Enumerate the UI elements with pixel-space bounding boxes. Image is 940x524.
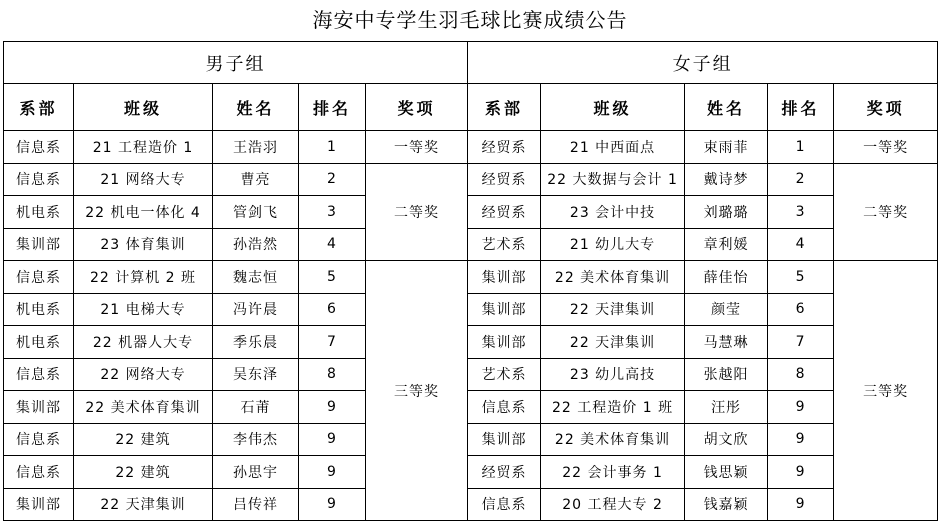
female-dept-cell: 集训部 bbox=[468, 423, 541, 456]
table-row bbox=[4, 196, 938, 229]
female-rank-cell: 9 bbox=[768, 488, 834, 521]
male-name-cell: 吴东泽 bbox=[213, 358, 299, 391]
male-class-cell: 22 网络大专 bbox=[74, 358, 213, 391]
male-class-cell: 21 电梯大专 bbox=[74, 293, 213, 326]
female-rank-cell: 5 bbox=[768, 261, 834, 294]
female-name-cell: 颜莹 bbox=[685, 293, 768, 326]
male-class-cell: 22 机器人大专 bbox=[74, 326, 213, 359]
female-header-rank: 排名 bbox=[768, 84, 834, 131]
male-award-cell: 一等奖 bbox=[366, 131, 468, 164]
male-group-header: 男子组 bbox=[4, 42, 468, 84]
female-award-cell: 一等奖 bbox=[834, 131, 938, 164]
female-name-cell: 钱思颖 bbox=[685, 456, 768, 489]
male-award-cell: 二等奖 bbox=[366, 163, 468, 261]
female-dept-cell: 集训部 bbox=[468, 293, 541, 326]
female-name-cell: 戴诗梦 bbox=[685, 163, 768, 196]
female-rank-cell: 3 bbox=[768, 196, 834, 229]
female-rank-cell: 7 bbox=[768, 326, 834, 359]
male-rank-cell: 9 bbox=[299, 488, 366, 521]
table-row bbox=[4, 488, 938, 521]
male-name-cell: 王浩羽 bbox=[213, 131, 299, 164]
male-header-dept: 系部 bbox=[4, 84, 74, 131]
male-dept-cell: 集训部 bbox=[4, 391, 74, 424]
male-name-cell: 曹亮 bbox=[213, 163, 299, 196]
female-group-header: 女子组 bbox=[468, 42, 938, 84]
table-row bbox=[4, 326, 938, 359]
male-class-cell: 22 建筑 bbox=[74, 423, 213, 456]
female-name-cell: 钱嘉颖 bbox=[685, 488, 768, 521]
table-row bbox=[4, 423, 938, 456]
female-dept-cell: 经贸系 bbox=[468, 196, 541, 229]
table-row bbox=[4, 131, 938, 164]
male-header-name: 姓名 bbox=[213, 84, 299, 131]
female-class-cell: 22 工程造价 1 班 bbox=[541, 391, 685, 424]
male-dept-cell: 信息系 bbox=[4, 456, 74, 489]
male-class-cell: 22 建筑 bbox=[74, 456, 213, 489]
male-rank-cell: 8 bbox=[299, 358, 366, 391]
female-class-cell: 22 美术体育集训 bbox=[541, 261, 685, 294]
male-class-cell: 22 机电一体化 4 bbox=[74, 196, 213, 229]
female-class-cell: 22 大数据与会计 1 bbox=[541, 163, 685, 196]
male-rank-cell: 9 bbox=[299, 391, 366, 424]
table-row bbox=[4, 358, 938, 391]
female-name-cell: 薛佳怡 bbox=[685, 261, 768, 294]
female-name-cell: 刘璐璐 bbox=[685, 196, 768, 229]
female-class-cell: 20 工程大专 2 bbox=[541, 488, 685, 521]
male-rank-cell: 2 bbox=[299, 163, 366, 196]
male-class-cell: 23 体育集训 bbox=[74, 228, 213, 261]
male-name-cell: 冯许晨 bbox=[213, 293, 299, 326]
table-row bbox=[4, 293, 938, 326]
female-header-class: 班级 bbox=[541, 84, 685, 131]
male-award-cell: 三等奖 bbox=[366, 261, 468, 521]
male-class-cell: 22 天津集训 bbox=[74, 488, 213, 521]
male-name-cell: 季乐晨 bbox=[213, 326, 299, 359]
male-rank-cell: 7 bbox=[299, 326, 366, 359]
female-name-cell: 马慧琳 bbox=[685, 326, 768, 359]
female-award-cell: 三等奖 bbox=[834, 261, 938, 521]
female-header-award: 奖项 bbox=[834, 84, 938, 131]
table-row bbox=[4, 391, 938, 424]
female-rank-cell: 9 bbox=[768, 456, 834, 489]
female-dept-cell: 集训部 bbox=[468, 261, 541, 294]
male-name-cell: 石莆 bbox=[213, 391, 299, 424]
female-name-cell: 胡文欣 bbox=[685, 423, 768, 456]
female-name-cell: 张越阳 bbox=[685, 358, 768, 391]
female-dept-cell: 信息系 bbox=[468, 488, 541, 521]
male-rank-cell: 1 bbox=[299, 131, 366, 164]
female-rank-cell: 8 bbox=[768, 358, 834, 391]
table-row bbox=[4, 261, 938, 294]
male-rank-cell: 3 bbox=[299, 196, 366, 229]
page-title: 海安中专学生羽毛球比赛成绩公告 bbox=[312, 8, 628, 32]
female-class-cell: 21 幼儿大专 bbox=[541, 228, 685, 261]
female-name-cell: 汪彤 bbox=[685, 391, 768, 424]
male-name-cell: 吕传祥 bbox=[213, 488, 299, 521]
female-rank-cell: 2 bbox=[768, 163, 834, 196]
female-rank-cell: 9 bbox=[768, 423, 834, 456]
male-name-cell: 管剑飞 bbox=[213, 196, 299, 229]
female-rank-cell: 9 bbox=[768, 391, 834, 424]
male-header-class: 班级 bbox=[74, 84, 213, 131]
female-name-cell: 束雨菲 bbox=[685, 131, 768, 164]
female-dept-cell: 经贸系 bbox=[468, 131, 541, 164]
female-dept-cell: 艺术系 bbox=[468, 228, 541, 261]
female-class-cell: 22 天津集训 bbox=[541, 293, 685, 326]
male-dept-cell: 信息系 bbox=[4, 163, 74, 196]
female-rank-cell: 4 bbox=[768, 228, 834, 261]
table-row bbox=[4, 163, 938, 196]
male-class-cell: 21 网络大专 bbox=[74, 163, 213, 196]
female-header-dept: 系部 bbox=[468, 84, 541, 131]
male-dept-cell: 集训部 bbox=[4, 488, 74, 521]
male-name-cell: 孙浩然 bbox=[213, 228, 299, 261]
female-dept-cell: 经贸系 bbox=[468, 163, 541, 196]
female-class-cell: 22 会计事务 1 bbox=[541, 456, 685, 489]
male-dept-cell: 信息系 bbox=[4, 261, 74, 294]
female-dept-cell: 集训部 bbox=[468, 326, 541, 359]
male-name-cell: 魏志恒 bbox=[213, 261, 299, 294]
female-dept-cell: 经贸系 bbox=[468, 456, 541, 489]
male-rank-cell: 5 bbox=[299, 261, 366, 294]
female-dept-cell: 艺术系 bbox=[468, 358, 541, 391]
male-header-rank: 排名 bbox=[299, 84, 366, 131]
male-dept-cell: 信息系 bbox=[4, 131, 74, 164]
table-row bbox=[4, 228, 938, 261]
female-class-cell: 22 美术体育集训 bbox=[541, 423, 685, 456]
male-name-cell: 孙思宇 bbox=[213, 456, 299, 489]
male-header-award: 奖项 bbox=[366, 84, 468, 131]
male-dept-cell: 信息系 bbox=[4, 423, 74, 456]
male-dept-cell: 机电系 bbox=[4, 196, 74, 229]
male-dept-cell: 信息系 bbox=[4, 358, 74, 391]
results-table bbox=[3, 41, 938, 521]
male-dept-cell: 机电系 bbox=[4, 326, 74, 359]
male-name-cell: 李伟杰 bbox=[213, 423, 299, 456]
male-class-cell: 22 计算机 2 班 bbox=[74, 261, 213, 294]
female-name-cell: 章利媛 bbox=[685, 228, 768, 261]
male-dept-cell: 机电系 bbox=[4, 293, 74, 326]
male-rank-cell: 6 bbox=[299, 293, 366, 326]
female-class-cell: 21 中西面点 bbox=[541, 131, 685, 164]
male-rank-cell: 4 bbox=[299, 228, 366, 261]
female-class-cell: 23 幼儿高技 bbox=[541, 358, 685, 391]
female-class-cell: 22 天津集训 bbox=[541, 326, 685, 359]
male-class-cell: 21 工程造价 1 bbox=[74, 131, 213, 164]
female-header-name: 姓名 bbox=[685, 84, 768, 131]
female-award-cell: 二等奖 bbox=[834, 163, 938, 261]
female-class-cell: 23 会计中技 bbox=[541, 196, 685, 229]
female-dept-cell: 信息系 bbox=[468, 391, 541, 424]
male-rank-cell: 9 bbox=[299, 423, 366, 456]
female-rank-cell: 1 bbox=[768, 131, 834, 164]
male-class-cell: 22 美术体育集训 bbox=[74, 391, 213, 424]
table-row bbox=[4, 456, 938, 489]
female-rank-cell: 6 bbox=[768, 293, 834, 326]
male-rank-cell: 9 bbox=[299, 456, 366, 489]
male-dept-cell: 集训部 bbox=[4, 228, 74, 261]
